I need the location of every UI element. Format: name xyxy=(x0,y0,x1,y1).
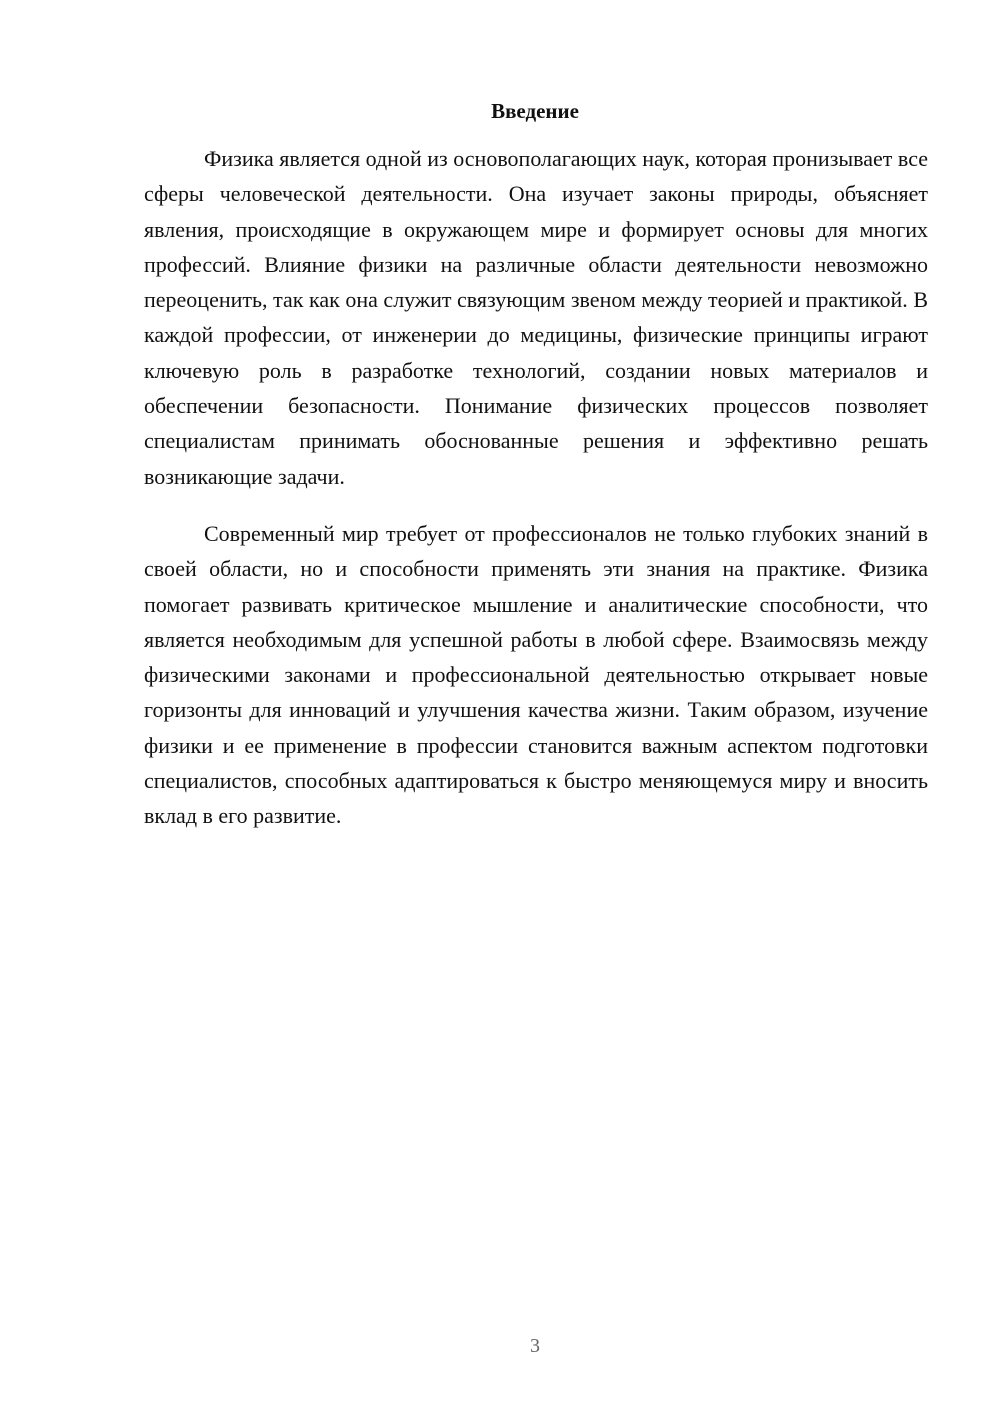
body-text xyxy=(144,141,928,834)
paragraph-1: Физика является одной из основополагающих наук, которая пронизывает все сферы человеческой деятельности. Она изучает законы природы, объясняет явления, происходящие в окружающем мире и формирует основы для многих профессий. Влияние физики на различные области деятельности невозможно переоценить, так как она служит связующим звеном между теорией и практикой. В каждой профессии, от инженерии до медицины, физические принципы играют ключевую роль в разработке технологий, создании новых материалов и обеспечении безопасности. Понимание физических процессов позволяет специалистам принимать обоснованные решения и эффективно решать возникающие задачи. xyxy=(144,146,928,489)
page-number: 3 xyxy=(530,1335,540,1357)
section-heading: Введение xyxy=(491,99,579,123)
paragraph-2: Современный мир требует от профессионалов не только глубоких знаний в своей области, но и способности применять эти знания на практике. Физика помогает развивать критическое мышление и аналитические способности, что является необходимым для успешной работы в любой сфере. Взаимосвязь между физическими законами и профессиональной деятельностью открывает новые горизонты для инноваций и улучшения качества жизни. Таким образом, изучение физики и ее применение в профессии становится важным аспектом подготовки специалистов, способных адаптироваться к быстро меняющемуся миру и вносить вклад в его развитие. xyxy=(144,520,928,829)
